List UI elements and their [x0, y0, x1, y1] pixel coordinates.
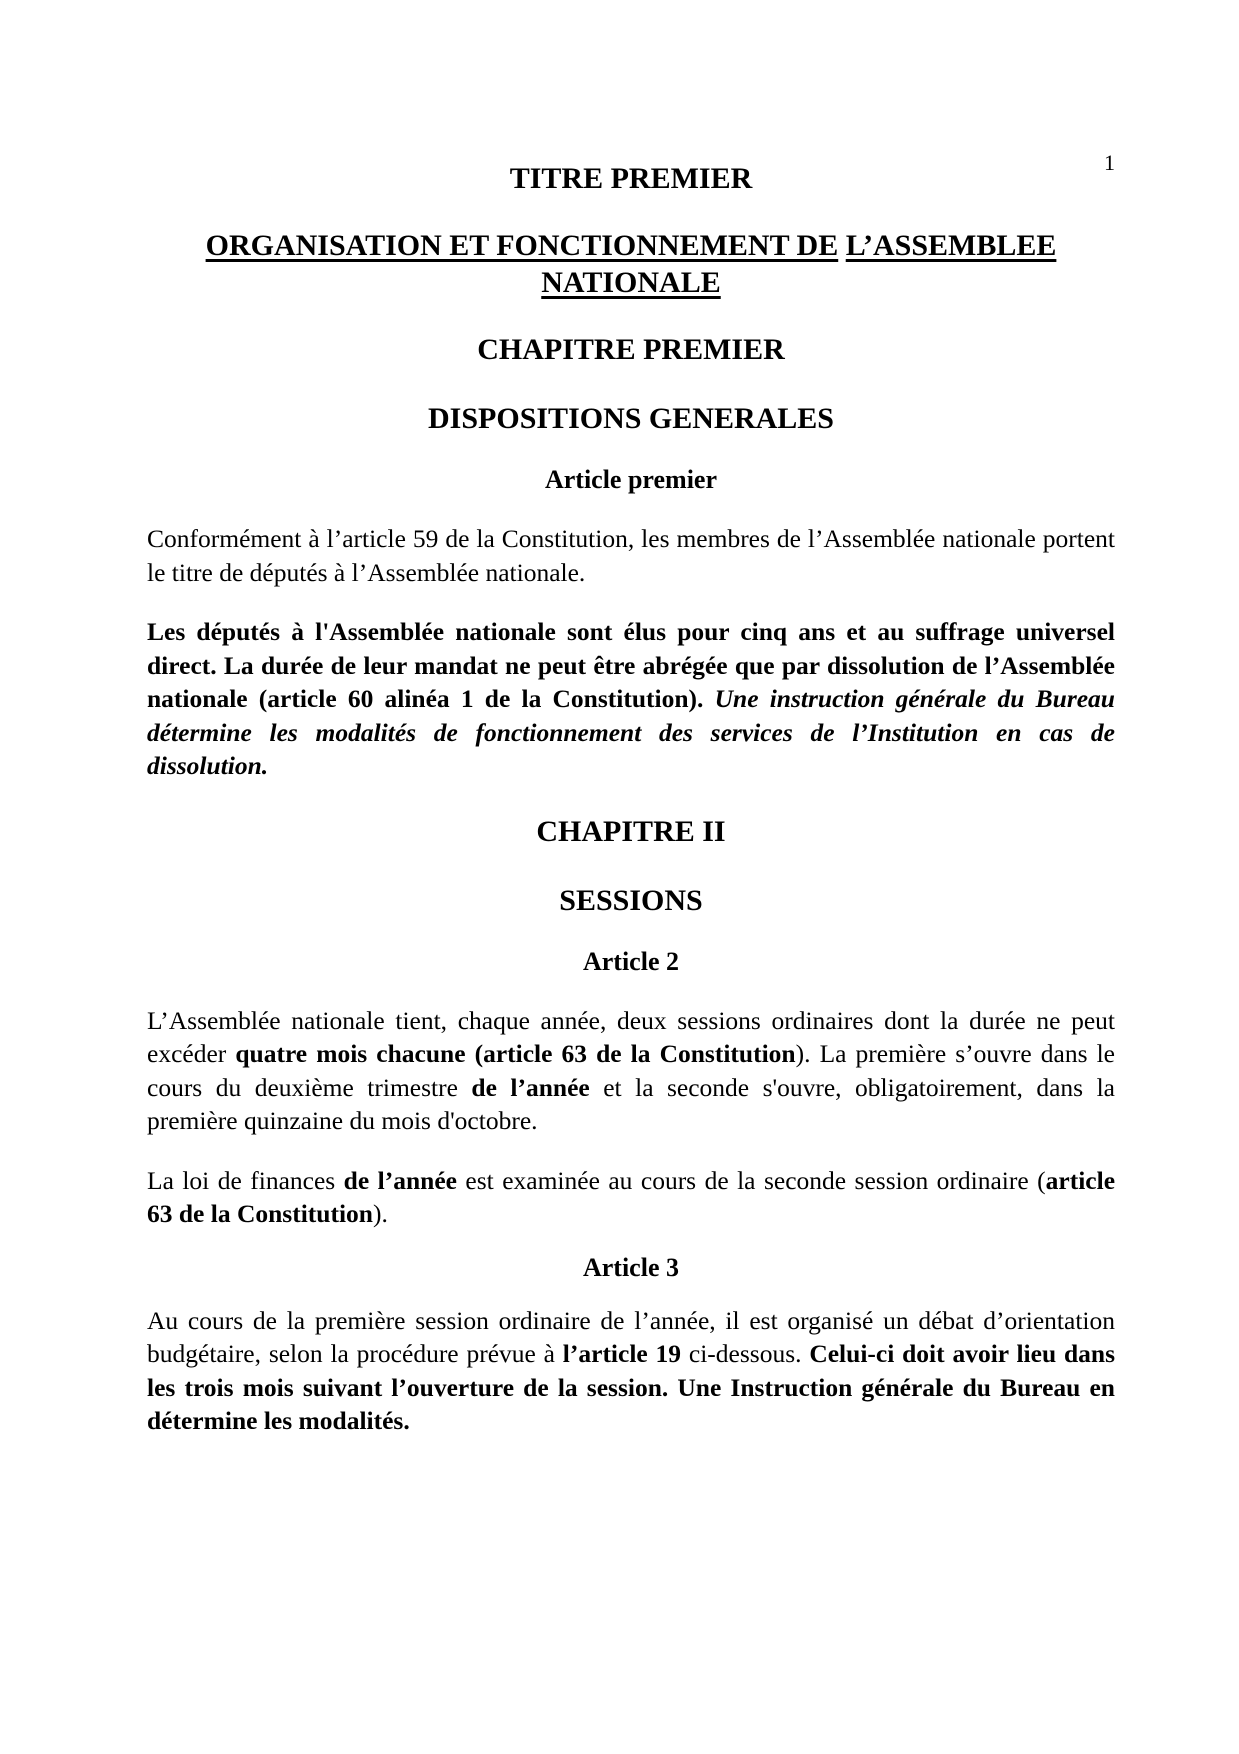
- article2-p1-bold-b: quatre mois chacune (article 63 de la Constitution: [235, 1039, 796, 1068]
- article2-p1-text-a: L’Assemblée nationale tient, chaque année, deux sessions ordinaires dont la durée ne peut excéder: [147, 1005, 1115, 1068]
- article3-p1-bold-d: Celui-ci doit avoir lieu dans les trois mois suivant l’ouverture de la session. Une Instruction générale du Bureau en détermine les modalités.: [147, 1339, 1116, 1435]
- article2-p2-text-c: est examinée au cours de la seconde session ordinaire (: [456, 1165, 1046, 1195]
- chapitre1-heading: CHAPITRE PREMIER: [477, 333, 785, 366]
- article-premier-title: Article premier: [544, 465, 718, 494]
- organisation-heading-part1: ORGANISATION ET FONCTIONNEMENT DE: [205, 229, 839, 262]
- article-premier-italic-text: Une instruction générale du Bureau détermine les modalités de fonctionnement des services de l’Institution en cas de dissolution.: [147, 684, 1115, 780]
- document-page: [147, 140, 1115, 1438]
- article2-p2-text-e: ).: [373, 1199, 388, 1228]
- article2-title: Article 2: [582, 946, 679, 976]
- article2-paragraph-1: [147, 1004, 1115, 1138]
- organisation-heading: [147, 227, 1115, 301]
- chapitre2-heading: CHAPITRE II: [536, 814, 726, 848]
- article2-p2-bold-b: de l’année: [343, 1165, 457, 1195]
- article3-p1-text-c: ci-dessous.: [681, 1339, 810, 1368]
- article2-p2-text-a: La loi de finances: [147, 1165, 344, 1195]
- article-premier-paragraph-2: [147, 615, 1115, 783]
- article3-p1-text-a: Au cours de la première session ordinaire de l’année, il est organisé un débat d’orientation budgétaire, selon la procédure prévue à: [147, 1305, 1115, 1368]
- chapitre1-subheading: DISPOSITIONS GENERALES: [428, 402, 834, 435]
- article2-p1-text-e: et la seconde s'ouvre, obligatoirement, dans la première quinzaine du mois d'octobre.: [147, 1072, 1115, 1135]
- chapitre2-subheading: SESSIONS: [559, 883, 703, 917]
- page-number: 1: [1104, 150, 1115, 175]
- organisation-heading-part2: L’ASSEMBLEE: [845, 229, 1057, 262]
- article-premier-paragraph-1: Conformément à l’article 59 de la Constitution, les membres de l’Assemblée nationale portent le titre de députés à l’Assemblée nationale.: [147, 524, 1115, 587]
- article-premier-bold-text: Les députés à l'Assemblée nationale sont élus pour cinq ans et au suffrage universel direct. La durée de leur mandat ne peut être abrégée que par dissolution de l’Assemblée nationale (article 60 alinéa 1 de la Constitution).: [147, 617, 1115, 713]
- article2-p2-bold-d: article 63 de la Constitution: [147, 1165, 1116, 1228]
- article2-p1-bold-d: de l’année: [471, 1072, 590, 1102]
- article2-paragraph-2: [147, 1164, 1115, 1231]
- article3-title: Article 3: [582, 1252, 679, 1282]
- titre-heading: TITRE PREMIER: [509, 162, 753, 195]
- article3-paragraph-1: [147, 1304, 1115, 1438]
- article2-p1-text-c: ). La première s’ouvre dans le cours du deuxième trimestre: [147, 1039, 1115, 1102]
- article3-p1-bold-b: l’article 19: [562, 1339, 682, 1368]
- organisation-heading-part3: NATIONALE: [541, 266, 721, 299]
